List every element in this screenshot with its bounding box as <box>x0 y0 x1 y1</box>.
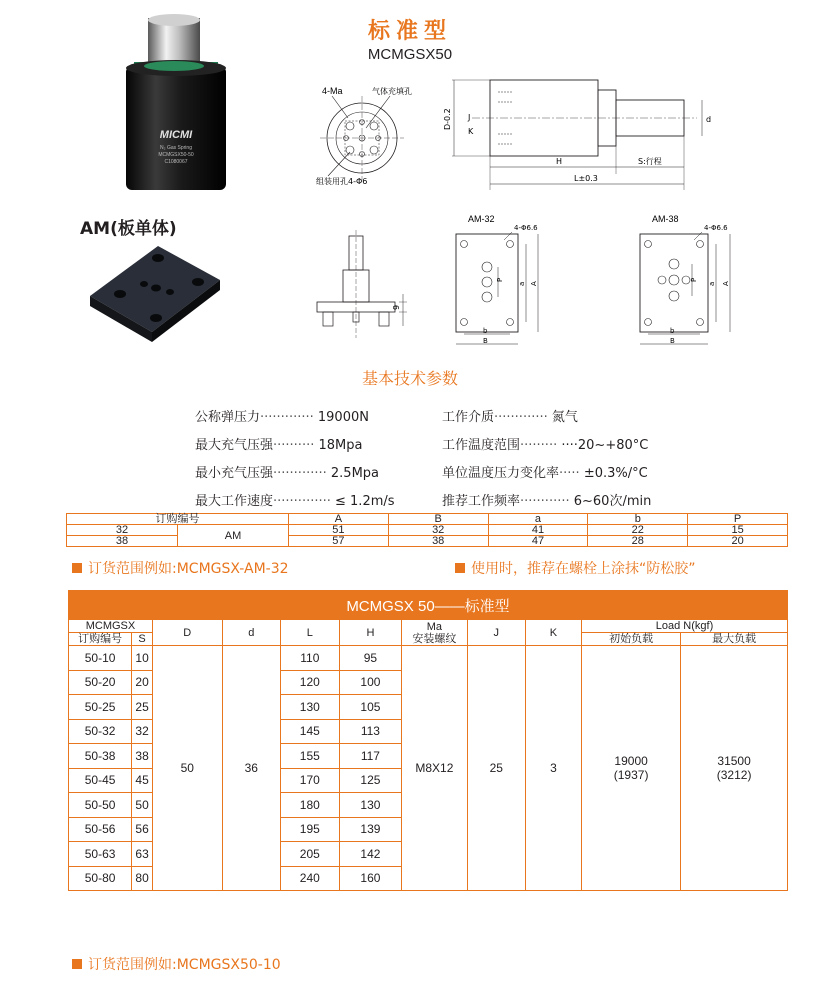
svg-text:A: A <box>530 281 538 286</box>
table-row: 50-45 45 170 125 <box>69 768 788 793</box>
spec-row: 最大工作速度·············· ≤ 1.2m/s <box>195 494 395 509</box>
table-row: 38 57 38 47 28 20 <box>67 536 788 547</box>
svg-text:S:行程: S:行程 <box>638 157 662 166</box>
model-name: MCMGSX50 <box>367 46 453 63</box>
svg-text:C1080067: C1080067 <box>164 159 188 165</box>
svg-text:P: P <box>496 277 504 282</box>
table-row: 50-63 63 205 142 <box>69 842 788 867</box>
gas-spring-photo <box>118 10 238 195</box>
svg-text:K: K <box>468 127 474 136</box>
page-title: 标准型 <box>367 19 452 44</box>
table-row: 50-38 38 155 117 <box>69 744 788 769</box>
svg-text:AM-38: AM-38 <box>652 214 679 224</box>
svg-text:气体充填孔: 气体充填孔 <box>372 87 412 96</box>
spec-row: 工作介质············· 氮气 <box>442 410 578 425</box>
svg-text:B: B <box>483 337 488 345</box>
spec-row: 最小充气压强············· 2.5Mpa <box>195 466 379 481</box>
svg-text:L±0.3: L±0.3 <box>574 174 598 183</box>
svg-text:N₂ Gas Spring: N₂ Gas Spring <box>160 145 192 151</box>
svg-text:D-0.2: D-0.2 <box>443 108 452 130</box>
svg-text:4-Φ6.6: 4-Φ6.6 <box>704 224 728 232</box>
table-header-row: 订购编号 A B a b P <box>67 514 788 525</box>
table-row: 50-25 25 130 105 <box>69 695 788 720</box>
am-label: AM(板单体) <box>80 219 177 239</box>
spec-row: 推荐工作频率············ 6~60次/min <box>442 494 652 509</box>
svg-text:a: a <box>708 281 716 286</box>
side-view-drawing <box>432 70 717 195</box>
svg-text:9: 9 <box>392 304 401 310</box>
spec-row: 最大充气压强·········· 18Mpa <box>195 438 363 453</box>
svg-text:AM-32: AM-32 <box>468 214 495 224</box>
order-note-am: 订货范围例如:MCMGSX-AM-32 <box>72 558 289 578</box>
spec-row: 工作温度范围········· ····20~+80°C <box>442 438 649 453</box>
table-row: 50-32 32 145 113 <box>69 719 788 744</box>
photo-brand: MICMI <box>159 129 193 141</box>
table-header-row: MCMGSX D d L H Ma 安装螺纹 J K Load N(kgf) <box>69 620 788 633</box>
top-view-drawing <box>300 80 440 190</box>
svg-text:4-Ma: 4-Ma <box>322 86 343 96</box>
table-row: 50-50 50 180 130 <box>69 793 788 818</box>
svg-text:B: B <box>670 337 675 345</box>
am-plate-photo <box>80 236 230 346</box>
svg-text:4-Φ6.6: 4-Φ6.6 <box>514 224 538 232</box>
table-row: 32 AM 51 32 41 22 15 <box>67 525 788 536</box>
main-spec-table <box>68 590 788 891</box>
svg-text:b: b <box>670 327 675 335</box>
svg-text:MCMGSX50-50: MCMGSX50-50 <box>158 152 194 158</box>
specs-title: 基本技术参数 <box>361 369 458 388</box>
svg-text:H: H <box>556 157 563 166</box>
svg-text:J: J <box>468 113 471 122</box>
svg-text:a: a <box>518 281 526 286</box>
table-row: 50-56 56 195 139 <box>69 817 788 842</box>
am32-drawing <box>452 212 552 352</box>
table-row: 50-80 80 240 160 <box>69 866 788 891</box>
usage-note: 使用时，推荐在螺栓上涂抹“防松胶” <box>455 558 696 578</box>
svg-text:d: d <box>706 115 712 124</box>
table-title: MCMGSX 50——标准型 <box>69 591 788 620</box>
am38-drawing <box>636 212 746 352</box>
am-table <box>66 513 788 547</box>
table-row: 50-10 10 50 36 110 95 M8X12 25 3 19000 (1937) 31500 (3212) <box>69 646 788 671</box>
svg-text:组装用孔4-Φ6: 组装用孔4-Φ6 <box>316 177 368 186</box>
spec-row: 单位温度压力变化率····· ±0.3%/°C <box>442 466 648 481</box>
spec-row: 公称弹压力············· 19000N <box>195 410 369 425</box>
table-header-row: 订购编号 S 初始负载 最大负载 <box>69 633 788 646</box>
svg-text:b: b <box>483 327 488 335</box>
svg-text:P: P <box>690 277 698 282</box>
table-row: 50-20 20 120 100 <box>69 670 788 695</box>
svg-text:A: A <box>722 281 730 286</box>
order-note-main: 订货范围例如:MCMGSX50-10 <box>72 954 281 974</box>
am-assembly-drawing <box>315 230 415 345</box>
